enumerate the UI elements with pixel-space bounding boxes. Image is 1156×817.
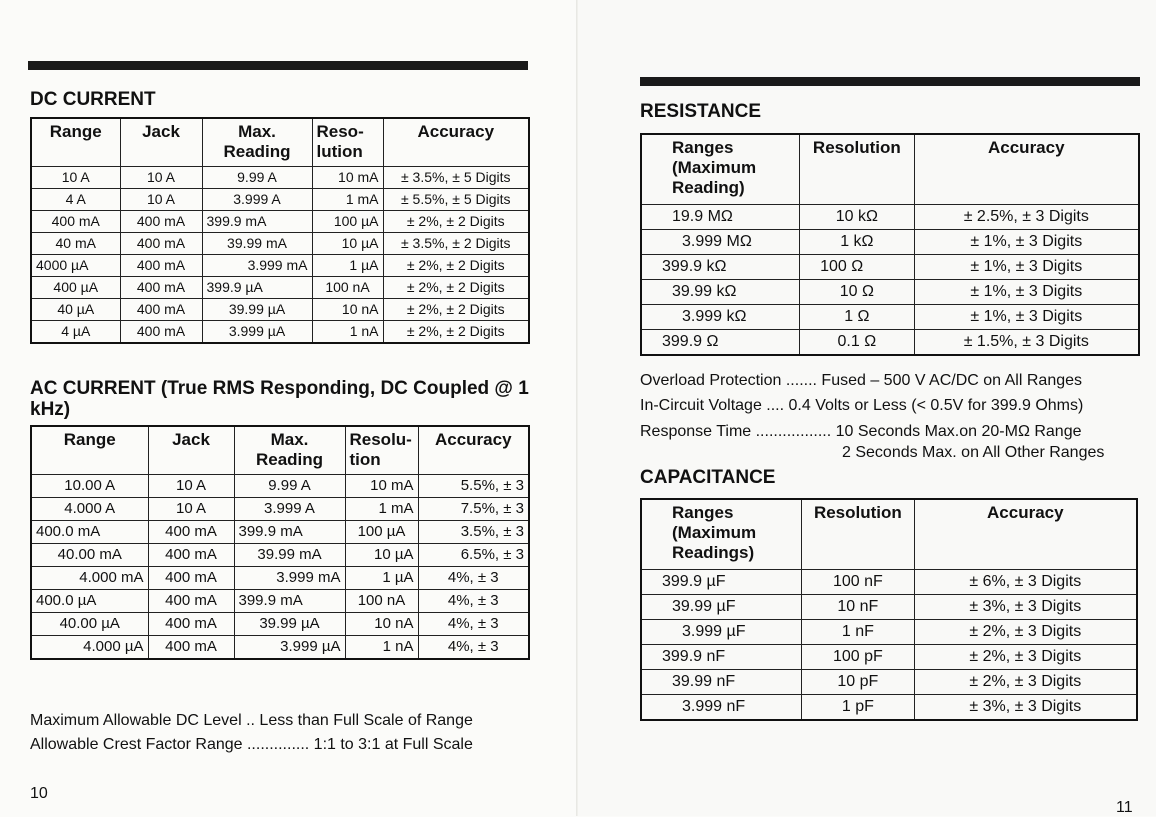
table-header-row <box>31 118 529 166</box>
note-crest-factor: Allowable Crest Factor Range .............. 1:1 to 3:1 at Full Scale <box>30 736 473 753</box>
cell-resolution: 1 µA <box>345 566 418 589</box>
cell-range: 40 mA <box>31 232 120 254</box>
cell-jack: 10 A <box>120 188 202 210</box>
cell-max-reading: 9.99 A <box>234 474 345 497</box>
cell-accuracy: ± 1.5%, ± 3 Digits <box>914 329 1139 355</box>
cell-accuracy: ± 5.5%, ± 5 Digits <box>383 188 529 210</box>
cell-accuracy: 4%, ± 3 <box>418 566 529 589</box>
cell-jack: 400 mA <box>148 589 234 612</box>
cell-resolution: 1 kΩ <box>800 229 914 254</box>
table-row <box>641 619 1137 644</box>
capacitance-table <box>640 498 1138 721</box>
cell-resolution: 10 nA <box>345 612 418 635</box>
cell-accuracy: ± 6%, ± 3 Digits <box>914 569 1137 594</box>
table-row <box>641 594 1137 619</box>
cell-range: 4 µA <box>31 320 120 343</box>
cell-resolution: 10 Ω <box>800 279 914 304</box>
table-row <box>31 276 529 298</box>
table-row <box>31 589 529 612</box>
table-row <box>641 229 1139 254</box>
cell-jack: 10 A <box>148 497 234 520</box>
cell-resolution: 100 nF <box>802 569 914 594</box>
table-row <box>641 329 1139 355</box>
spec-overload-protection: Overload Protection ....... Fused – 500 V AC/DC on All Ranges <box>640 372 1083 389</box>
capacitance-heading: CAPACITANCE <box>640 467 776 488</box>
cell-range: 39.99 nF <box>641 669 802 694</box>
cell-accuracy: ± 3%, ± 3 Digits <box>914 694 1137 720</box>
cell-accuracy: ± 2.5%, ± 3 Digits <box>914 204 1139 229</box>
cell-range: 399.9 nF <box>641 644 802 669</box>
cell-range: 10.00 A <box>31 474 148 497</box>
cell-accuracy: 6.5%, ± 3 <box>418 543 529 566</box>
header-accuracy: Accuracy <box>914 499 1137 569</box>
cell-range: 399.9 kΩ <box>641 254 800 279</box>
cell-resolution: 1 nF <box>802 619 914 644</box>
ac-current-heading: AC CURRENT (True RMS Responding, DC Coupled @ 1 kHz) <box>30 378 529 420</box>
cell-range: 40.00 mA <box>31 543 148 566</box>
spec-response-time: Response Time ................. 10 Seconds Max.on 20-MΩ Range <box>640 423 1082 440</box>
cell-range: 3.999 nF <box>641 694 802 720</box>
cell-accuracy: 3.5%, ± 3 <box>418 520 529 543</box>
header-accuracy: Accuracy <box>383 118 529 166</box>
resistance-body <box>641 204 1139 355</box>
cell-accuracy: 5.5%, ± 3 <box>418 474 529 497</box>
header-resolution: Reso- lution <box>312 118 383 166</box>
table-row <box>31 635 529 659</box>
header-resolution: Resolution <box>800 134 914 204</box>
table-row <box>641 644 1137 669</box>
cell-resolution: 100 nA <box>345 589 418 612</box>
cell-accuracy: ± 2%, ± 2 Digits <box>383 320 529 343</box>
cell-jack: 400 mA <box>120 276 202 298</box>
table-row <box>31 612 529 635</box>
dc-current-body <box>31 166 529 343</box>
table-row <box>641 569 1137 594</box>
cell-accuracy: 4%, ± 3 <box>418 589 529 612</box>
table-row <box>31 566 529 589</box>
table-row <box>31 298 529 320</box>
cell-max-reading: 3.999 mA <box>202 254 312 276</box>
cell-range: 39.99 kΩ <box>641 279 800 304</box>
cell-range: 400 µA <box>31 276 120 298</box>
table-row <box>641 254 1139 279</box>
cell-resolution: 10 mA <box>345 474 418 497</box>
cell-resolution: 1 pF <box>802 694 914 720</box>
cell-resolution: 10 µA <box>312 232 383 254</box>
cell-accuracy: ± 3.5%, ± 2 Digits <box>383 232 529 254</box>
dc-current-table <box>30 117 530 344</box>
cell-range: 4 A <box>31 188 120 210</box>
table-header-row <box>641 134 1139 204</box>
cell-range: 4.000 µA <box>31 635 148 659</box>
cell-accuracy: ± 2%, ± 3 Digits <box>914 644 1137 669</box>
table-row <box>641 204 1139 229</box>
header-ranges: Ranges (Maximum Readings) <box>641 499 802 569</box>
cell-range: 4.000 A <box>31 497 148 520</box>
cell-range: 400 mA <box>31 210 120 232</box>
cell-accuracy: ± 1%, ± 3 Digits <box>914 304 1139 329</box>
table-header-row <box>641 499 1137 569</box>
cell-accuracy: 7.5%, ± 3 <box>418 497 529 520</box>
cell-range: 3.999 MΩ <box>641 229 800 254</box>
ac-current-body <box>31 474 529 659</box>
cell-resolution: 10 pF <box>802 669 914 694</box>
table-row <box>641 304 1139 329</box>
cell-max-reading: 39.99 mA <box>234 543 345 566</box>
cell-max-reading: 399.9 mA <box>234 520 345 543</box>
header-range: Range <box>31 426 148 474</box>
cell-range: 4.000 mA <box>31 566 148 589</box>
cell-accuracy: ± 2%, ± 2 Digits <box>383 298 529 320</box>
cell-max-reading: 39.99 µA <box>202 298 312 320</box>
ac-current-table <box>30 425 530 660</box>
header-jack: Jack <box>148 426 234 474</box>
cell-range: 40.00 µA <box>31 612 148 635</box>
table-row <box>31 254 529 276</box>
dc-current-heading: DC CURRENT <box>30 89 156 110</box>
cell-accuracy: ± 3.5%, ± 5 Digits <box>383 166 529 188</box>
cell-jack: 400 mA <box>148 612 234 635</box>
resistance-table <box>640 133 1140 356</box>
table-row <box>31 232 529 254</box>
left-page <box>0 0 578 816</box>
right-page <box>578 0 1156 816</box>
table-row <box>31 320 529 343</box>
spec-in-circuit-voltage: In-Circuit Voltage .... 0.4 Volts or Less (< 0.5V for 399.9 Ohms) <box>640 397 1084 414</box>
cell-resolution: 1 mA <box>312 188 383 210</box>
top-rule <box>28 61 528 70</box>
cell-range: 4000 µA <box>31 254 120 276</box>
cell-resolution: 100 Ω <box>800 254 914 279</box>
cell-jack: 400 mA <box>120 210 202 232</box>
cell-resolution: 1 nA <box>312 320 383 343</box>
cell-max-reading: 399.9 mA <box>202 210 312 232</box>
cell-resolution: 10 nA <box>312 298 383 320</box>
table-row <box>641 669 1137 694</box>
cell-jack: 400 mA <box>148 635 234 659</box>
table-row <box>641 279 1139 304</box>
cell-accuracy: 4%, ± 3 <box>418 612 529 635</box>
header-range: Range <box>31 118 120 166</box>
cell-resolution: 10 mA <box>312 166 383 188</box>
header-accuracy: Accuracy <box>418 426 529 474</box>
cell-jack: 400 mA <box>120 232 202 254</box>
cell-accuracy: ± 2%, ± 2 Digits <box>383 254 529 276</box>
cell-resolution: 100 pF <box>802 644 914 669</box>
capacitance-body <box>641 569 1137 720</box>
cell-accuracy: ± 2%, ± 2 Digits <box>383 276 529 298</box>
header-accuracy: Accuracy <box>914 134 1139 204</box>
cell-jack: 400 mA <box>120 298 202 320</box>
table-row <box>31 166 529 188</box>
cell-accuracy: 4%, ± 3 <box>418 635 529 659</box>
cell-accuracy: ± 3%, ± 3 Digits <box>914 594 1137 619</box>
cell-range: 10 A <box>31 166 120 188</box>
cell-resolution: 1 Ω <box>800 304 914 329</box>
cell-max-reading: 39.99 µA <box>234 612 345 635</box>
cell-range: 40 µA <box>31 298 120 320</box>
cell-max-reading: 3.999 A <box>234 497 345 520</box>
page-number: 11 <box>1116 799 1133 816</box>
cell-jack: 10 A <box>148 474 234 497</box>
header-max-reading: Max. Reading <box>234 426 345 474</box>
cell-max-reading: 9.99 A <box>202 166 312 188</box>
header-jack: Jack <box>120 118 202 166</box>
cell-jack: 400 mA <box>120 320 202 343</box>
cell-max-reading: 399.9 mA <box>234 589 345 612</box>
header-resolution: Resolu- tion <box>345 426 418 474</box>
cell-accuracy: ± 1%, ± 3 Digits <box>914 229 1139 254</box>
cell-max-reading: 39.99 mA <box>202 232 312 254</box>
cell-range: 3.999 µF <box>641 619 802 644</box>
cell-range: 400.0 µA <box>31 589 148 612</box>
table-row <box>31 474 529 497</box>
cell-accuracy: ± 2%, ± 3 Digits <box>914 669 1137 694</box>
cell-accuracy: ± 2%, ± 3 Digits <box>914 619 1137 644</box>
cell-range: 399.9 Ω <box>641 329 800 355</box>
header-resolution: Resolution <box>802 499 914 569</box>
cell-range: 19.9 MΩ <box>641 204 800 229</box>
table-row <box>641 694 1137 720</box>
cell-jack: 400 mA <box>148 566 234 589</box>
cell-range: 399.9 µF <box>641 569 802 594</box>
cell-max-reading: 3.999 A <box>202 188 312 210</box>
cell-max-reading: 3.999 µA <box>234 635 345 659</box>
cell-resolution: 10 µA <box>345 543 418 566</box>
cell-range: 400.0 mA <box>31 520 148 543</box>
cell-jack: 400 mA <box>148 543 234 566</box>
table-row <box>31 497 529 520</box>
cell-resolution: 10 kΩ <box>800 204 914 229</box>
cell-accuracy: ± 2%, ± 2 Digits <box>383 210 529 232</box>
table-header-row <box>31 426 529 474</box>
cell-range: 3.999 kΩ <box>641 304 800 329</box>
cell-resolution: 100 nA <box>312 276 383 298</box>
cell-max-reading: 3.999 mA <box>234 566 345 589</box>
cell-max-reading: 3.999 µA <box>202 320 312 343</box>
cell-resolution: 100 µA <box>345 520 418 543</box>
cell-jack: 400 mA <box>148 520 234 543</box>
cell-resolution: 1 mA <box>345 497 418 520</box>
cell-jack: 400 mA <box>120 254 202 276</box>
header-max-reading: Max. Reading <box>202 118 312 166</box>
table-row <box>31 210 529 232</box>
cell-resolution: 100 µA <box>312 210 383 232</box>
cell-jack: 10 A <box>120 166 202 188</box>
page-number: 10 <box>30 785 48 802</box>
cell-resolution: 10 nF <box>802 594 914 619</box>
header-ranges: Ranges (Maximum Reading) <box>641 134 800 204</box>
cell-resolution: 1 µA <box>312 254 383 276</box>
resistance-heading: RESISTANCE <box>640 101 762 122</box>
cell-accuracy: ± 1%, ± 3 Digits <box>914 254 1139 279</box>
cell-range: 39.99 µF <box>641 594 802 619</box>
cell-max-reading: 399.9 µA <box>202 276 312 298</box>
note-max-dc-level: Maximum Allowable DC Level .. Less than Full Scale of Range <box>30 712 473 729</box>
spec-response-time-other: 2 Seconds Max. on All Other Ranges <box>842 444 1105 461</box>
table-row <box>31 543 529 566</box>
table-row <box>31 520 529 543</box>
top-rule <box>640 77 1140 86</box>
cell-accuracy: ± 1%, ± 3 Digits <box>914 279 1139 304</box>
cell-resolution: 1 nA <box>345 635 418 659</box>
table-row <box>31 188 529 210</box>
cell-resolution: 0.1 Ω <box>800 329 914 355</box>
